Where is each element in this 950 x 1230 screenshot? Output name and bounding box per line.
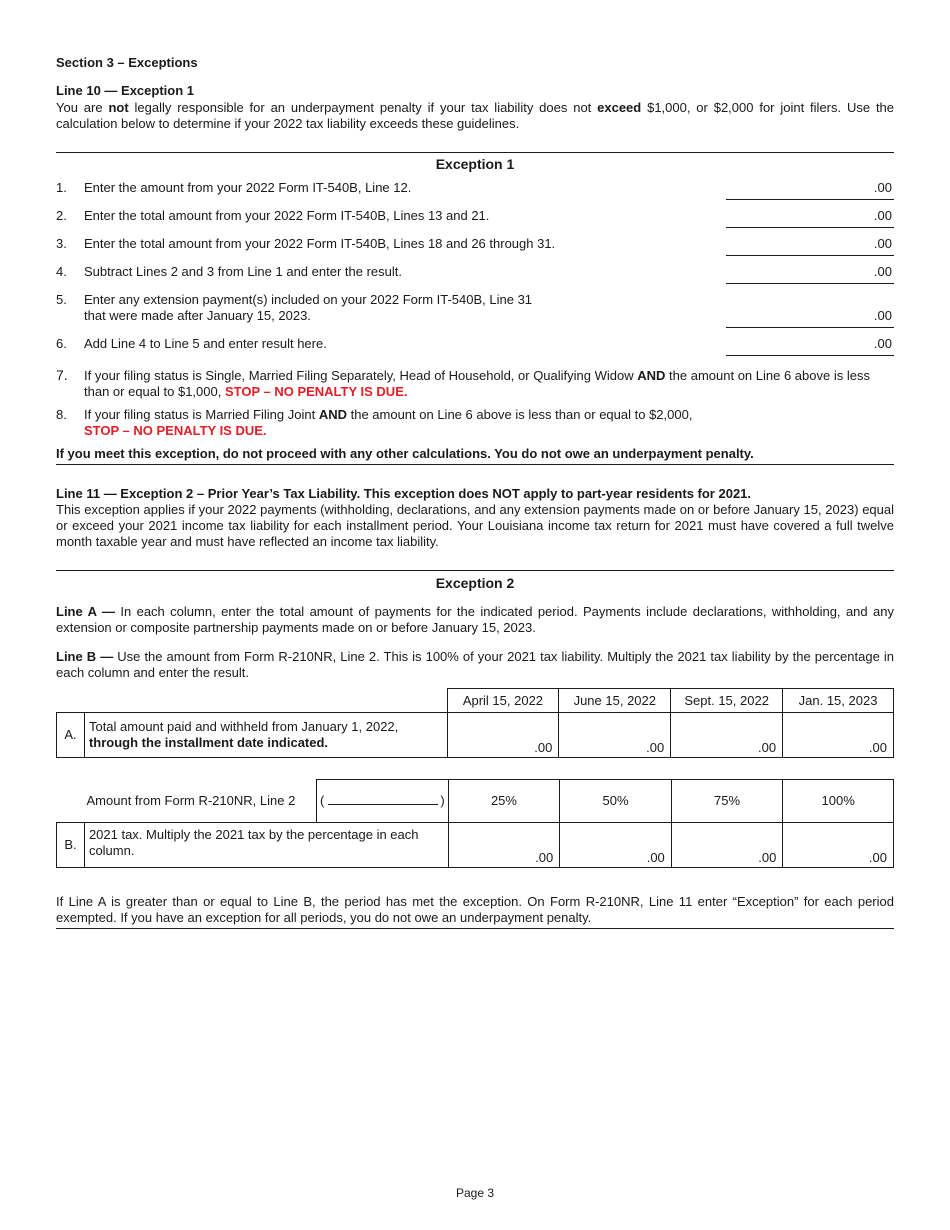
rowB-sept-field[interactable]: .00	[671, 823, 783, 868]
line3-amount-field[interactable]: .00	[726, 236, 894, 256]
rowB-june-field[interactable]: .00	[560, 823, 672, 868]
rowB-april-field[interactable]: .00	[448, 823, 560, 868]
tax-liability-input[interactable]: ( )	[317, 780, 449, 823]
column-header-june: June 15, 2022	[559, 689, 671, 713]
lineB-instructions: Line B — Use the amount from Form R-210NR, Line 2. This is 100% of your 2021 tax liability. Multiply the 2021 tax liability by the percentage in each column and enter the result.	[56, 649, 894, 680]
table-row	[57, 823, 894, 868]
line11-heading: Line 11 — Exception 2 – Prior Year’s Tax Liability. This exception does NOT apply to part-year residents for 2021.	[56, 486, 752, 501]
rowB-description: 2021 tax. Multiply the 2021 tax by the percentage in each column.	[84, 823, 448, 868]
rowA-description: Total amount paid and withheld from January 1, 2022, through the installment date indicated.	[84, 713, 447, 758]
exception1-bottom-rule	[56, 464, 894, 465]
stop-no-penalty-text: STOP – NO PENALTY IS DUE.	[224, 384, 408, 399]
column-header-jan: Jan. 15, 2023	[783, 689, 894, 713]
exception1-top-rule	[56, 152, 894, 153]
exception2-bottom-rule	[56, 928, 894, 929]
exception1-closing: If you meet this exception, do not proceed with any other calculations. You do not owe an underpayment penalty.	[56, 446, 754, 461]
table-row	[57, 713, 894, 758]
rowA-april-field[interactable]: .00	[447, 713, 559, 758]
exception2-closing: If Line A is greater than or equal to Line B, the period has met the exception. On Form R-210NR, Line 11 enter “Exception” for each period exempted. If you have an exception for all periods, you do not owe an underpayment penalty.	[56, 894, 894, 925]
pct-50: 50%	[560, 780, 672, 823]
line10-paragraph: You are not legally responsible for an underpayment penalty if your tax liability does not exceed $1,000, or $2,000 for joint filers. Use the calculation below to determine if your 2022 tax liability exceeds these guidelines.	[56, 100, 895, 131]
rowB-letter: B.	[57, 823, 85, 868]
line11-paragraph: This exception applies if your 2022 payments (withholding, declarations, and any extension payments made on or before January 15, 2023) equal or exceed your 2021 income tax liability for each installment period. Your Louisiana income tax return for 2021 must have covered a full twelve month taxable year and must have reflected an income tax liability.	[56, 502, 894, 549]
line2-amount-field[interactable]: .00	[726, 208, 894, 228]
pct-25: 25%	[448, 780, 560, 823]
amount-from-line2-label: Amount from Form R-210NR, Line 2	[86, 792, 296, 808]
column-header-april: April 15, 2022	[447, 689, 559, 713]
stop-no-penalty-text: STOP – NO PENALTY IS DUE.	[84, 423, 267, 438]
section-title: Section 3 – Exceptions	[56, 55, 198, 70]
line10-heading: Line 10 — Exception 1	[56, 83, 194, 98]
pct-75: 75%	[671, 780, 783, 823]
exception2-title: Exception 2	[435, 575, 515, 591]
column-header-sept: Sept. 15, 2022	[671, 689, 783, 713]
rowA-june-field[interactable]: .00	[559, 713, 671, 758]
rowA-jan-field[interactable]: .00	[783, 713, 894, 758]
line4-amount-field[interactable]: .00	[726, 264, 894, 284]
rowB-jan-field[interactable]: .00	[783, 823, 894, 868]
pct-100: 100%	[783, 780, 894, 823]
rowA-sept-field[interactable]: .00	[671, 713, 783, 758]
line5-amount-field[interactable]: .00	[726, 308, 894, 328]
page-number: Page 3	[455, 1186, 495, 1200]
lineA-instructions: Line A — In each column, enter the total amount of payments for the indicated period. Payments include declarations, withholding, and any extension or composite partnership payments made on or before January 15, 2023.	[56, 604, 894, 635]
exception1-title: Exception 1	[435, 156, 515, 172]
exception2-top-rule	[56, 570, 894, 571]
rowA-letter: A.	[57, 713, 85, 758]
form-page: Section 3 – Exceptions Line 10 — Exception 1 You are not legally responsible for an underpayment penalty if your tax liability does not exceed $1,000, or $2,000 for joint filers. Use the calculation below to determine if your 2022 tax liability exceeds these guidelines. Exception 1 1. Enter the amount from your 2022 Form IT-540B, Line 12. .00 2. Enter the total amount from your 2022 Form IT-540B, Lines 13 and 21. .00 3. Enter the total amount from your 2022 Form IT-540B, Lines 18 and 26 through 31. .00 4. Subtract Lines 2 and 3 from Line 1 and enter the result. .00 5. Enter any extension payment(s) included on your 2022 Form IT-540B, Line 31 that were made after January 15, 2023. .00 6. Add Line 4 to Line 5 and enter result here. .00 7. If your filing status is Single, Married Filing Separately, Head of Household, or Qualifying Widow AND the amount on Line 6 above is less than or equal to $1,000, STOP – NO PENALTY IS DUE. 8. If your filing status is Married Filing Joint AND the amount on Line 6 above is less than or equal to $2,000, STOP – NO PENALTY IS DUE. If you meet this exception, do not proceed with any other calculations. You do not owe an underpayment penalty. Line 11 — Exception 2 – Prior Year’s Tax Liability. This exception does NOT apply to part-year residents for 2021. This exception applies if your 2022 payments (withholding, declarations, and any extension payments made on or before January 15, 2023) equal or exceed your 2021 income tax liability for each installment period. Your Louisiana income tax return for 2021 must have covered a full twelve month taxable year and must have reflected an income tax liability. Exception 2 Line A — In each column, enter the total amount of payments for the indicated period. Payments include declarations, withholding, and any extension or composite partnership payments made on or before January 15, 2023. Line B — Use the amount from Form R-210NR, Line 2. This is 100% of your 2021 tax liability. Multiply the 2021 tax liability by the percentage in each column and enter the result. April 15, 2022 June 15, 2022 Sept. 15, 2022 Jan. 15, 2023 A. Total amount paid and withheld from January 1, 2022, through the installment date indicated. .00 .00 .00 .00 Amount from Form R-210NR, Line 2 ( ) 25% 50% 75% 100% B. 2021 tax. Multiply the 2021 tax by the percentage in each column. .00 .00 .00 .00 If Line A is greater than or equal to Line B, the period has met the exception. On Form R-210NR, Line 11 enter “Exception” for each period exempted. If you have an exception for all periods, you do not owe an underpayment penalty. Page 3	[56, 55, 895, 1200]
lineB-table	[56, 779, 894, 868]
lineA-table	[56, 688, 894, 758]
line1-amount-field[interactable]: .00	[726, 180, 894, 200]
line6-amount-field[interactable]: .00	[726, 336, 894, 356]
